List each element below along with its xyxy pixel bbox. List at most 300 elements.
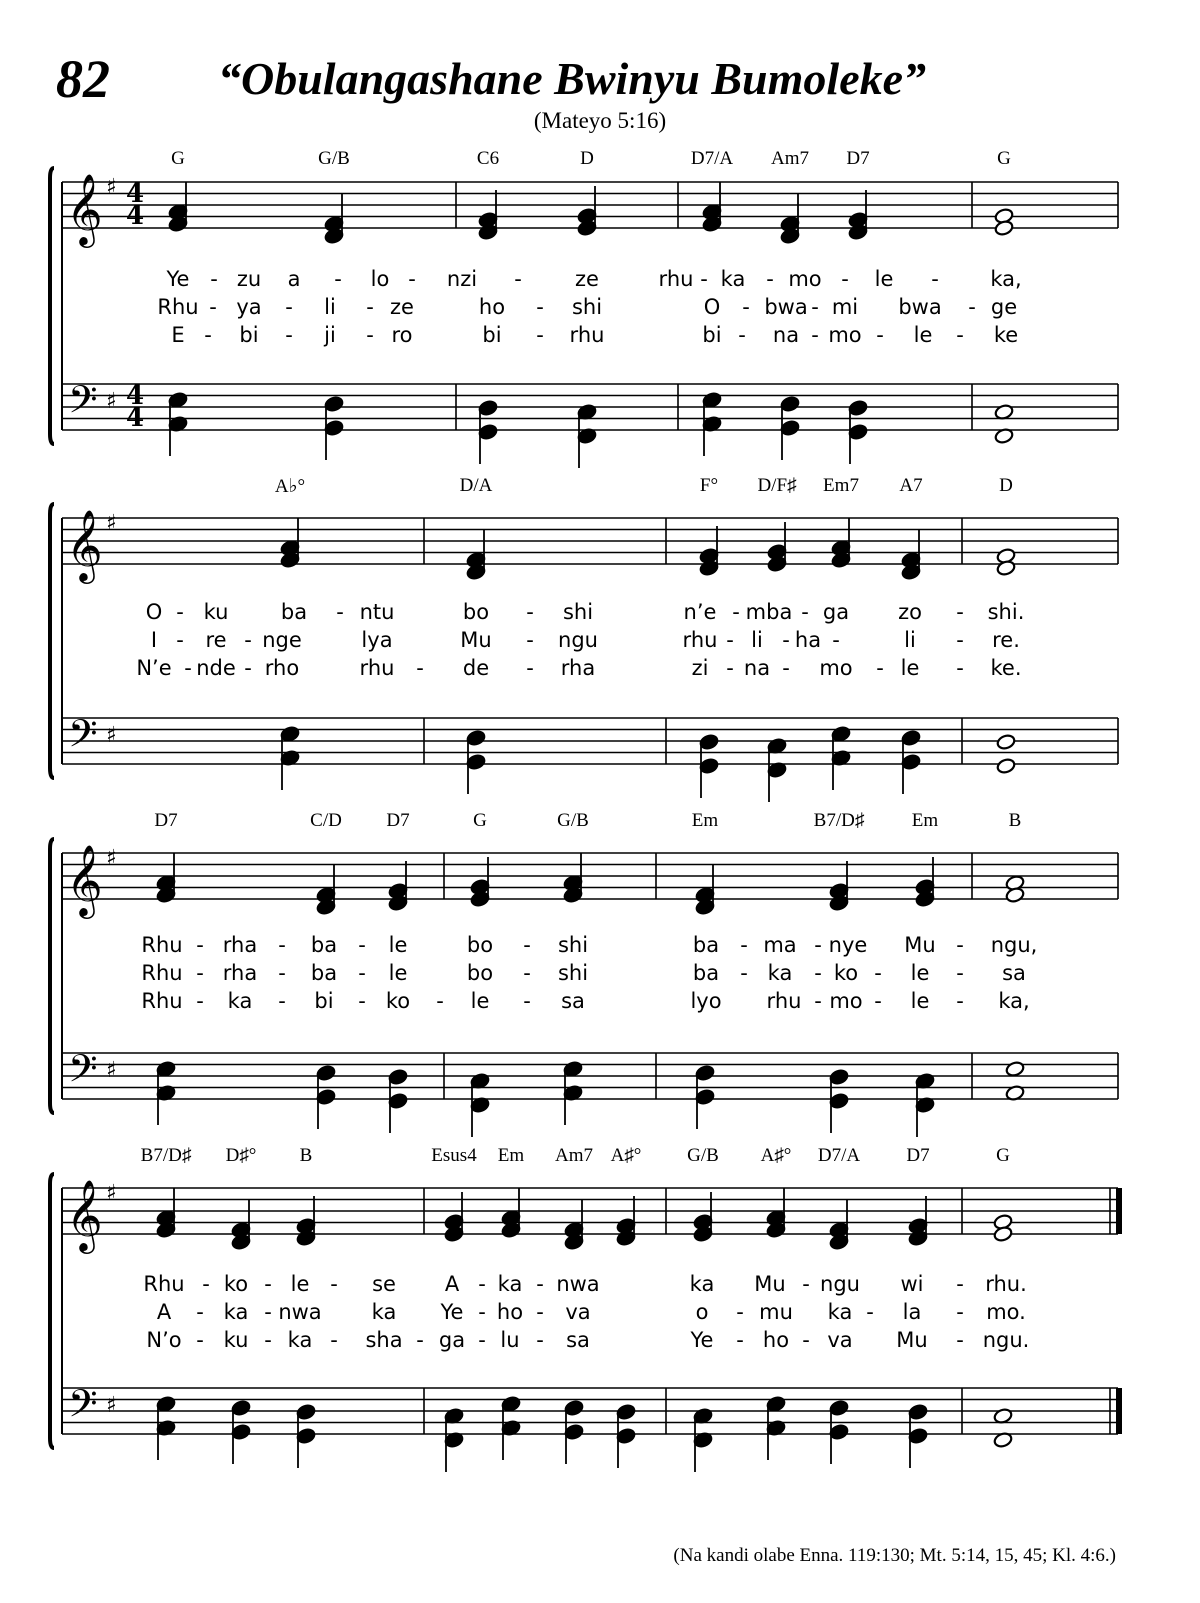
lyric-syllable: - <box>334 267 342 291</box>
chord-symbol: D7 <box>846 148 870 169</box>
lyric-syllable: - <box>956 323 964 347</box>
lyric-syllable: ho <box>478 295 506 319</box>
system-1-bass-note <box>780 395 800 412</box>
chord-symbol: D7/A <box>817 1145 861 1166</box>
system-4-treble-note <box>616 1229 636 1246</box>
system-2-bass-key-sharp: ♯ <box>106 723 117 748</box>
chord-symbol: Am7 <box>771 148 809 169</box>
lyric-syllable: - <box>811 295 819 319</box>
lyric-syllable: - <box>811 323 819 347</box>
system-2-treble-key-sharp: ♯ <box>106 511 117 536</box>
lyric-syllable: - <box>956 961 964 985</box>
lyric-syllable: - <box>523 933 531 957</box>
lyric-syllable: - <box>832 628 840 652</box>
lyric-syllable: - <box>196 933 204 957</box>
lyric-syllable: ge <box>990 295 1018 319</box>
lyric-syllable: - <box>802 1272 810 1296</box>
lyric-syllable: - <box>782 628 790 652</box>
system-2-bass-note <box>699 757 719 774</box>
lyric-syllable: - <box>536 295 544 319</box>
lyric-syllable: - <box>209 295 217 319</box>
lyric-syllable: - <box>184 656 192 680</box>
lyric-syllable: - <box>526 600 534 624</box>
lyric-syllable: - <box>956 933 964 957</box>
system-1-treble-note <box>168 215 188 232</box>
system-4-treble-note <box>501 1221 521 1238</box>
lyric-syllable: mo <box>828 323 862 347</box>
system-2-bass-clef: 𝄢 <box>68 711 98 765</box>
lyric-syllable: ka <box>720 267 746 291</box>
lyric-syllable: shi. <box>987 600 1025 624</box>
lyric-syllable: N’o <box>146 1328 182 1352</box>
chord-symbol: D7/A <box>690 148 734 169</box>
lyric-syllable: - <box>536 323 544 347</box>
lyric-syllable: - <box>801 600 809 624</box>
lyric-syllable: ma <box>763 933 797 957</box>
system-1-bass-note <box>324 419 344 436</box>
lyric-syllable: A <box>444 1272 460 1296</box>
chord-symbol: B7/D♯ <box>140 1145 192 1166</box>
lyric-syllable: na <box>743 656 771 680</box>
lyric-syllable: ba <box>280 600 308 624</box>
lyric-syllable: - <box>196 961 204 985</box>
chord-symbol: A7 <box>899 475 923 496</box>
system-4-bass-clef: 𝄢 <box>68 1381 98 1435</box>
lyric-syllable: - <box>202 1272 210 1296</box>
footnote: (Na kandi olabe Enna. 119:130; Mt. 5:14, 15, 45; Kl. 4:6.) <box>673 1545 1116 1566</box>
lyric-syllable: - <box>700 267 708 291</box>
system-2-bass-note <box>996 733 1016 750</box>
lyric-syllable: - <box>956 628 964 652</box>
system-3-bass-note <box>695 1064 715 1081</box>
lyric-syllable: ha <box>794 628 822 652</box>
lyric-syllable: - <box>523 989 531 1013</box>
lyric-syllable: - <box>874 961 882 985</box>
chord-symbol: B <box>1008 810 1022 831</box>
system-1-treble-note <box>577 219 597 236</box>
lyric-syllable: O <box>145 600 163 624</box>
system-2-treble-note <box>466 563 486 580</box>
lyric-syllable: mo. <box>986 1300 1026 1324</box>
system-1-bass-note <box>478 399 498 416</box>
lyric-syllable: rhu <box>359 656 395 680</box>
lyric-syllable: - <box>726 656 734 680</box>
system-1-bass-note <box>780 419 800 436</box>
system-3-bass-note <box>829 1092 849 1109</box>
lyric-syllable: lyo <box>690 989 722 1013</box>
lyric-syllable: - <box>436 989 444 1013</box>
lyric-syllable: rhu <box>658 267 694 291</box>
system-1-treble-note <box>702 215 722 232</box>
lyric-syllable: ga <box>822 600 850 624</box>
lyric-syllable: - <box>278 989 286 1013</box>
lyric-syllable: rho <box>264 656 300 680</box>
lyric-syllable: lya <box>361 628 393 652</box>
chord-symbol: B <box>299 1145 313 1166</box>
lyric-syllable: mo <box>829 989 863 1013</box>
lyric-syllable: - <box>176 628 184 652</box>
lyric-syllable: rha <box>222 961 258 985</box>
lyric-syllable: ka <box>223 1300 249 1324</box>
system-3-bass-note <box>156 1060 176 1077</box>
time-signature-treble: 4 <box>126 179 145 209</box>
system-3-bass-note <box>316 1064 336 1081</box>
chord-symbol: Esus4 <box>431 1145 477 1166</box>
lyric-syllable: ka, <box>998 989 1030 1013</box>
lyric-syllable: A <box>156 1300 172 1324</box>
lyric-syllable: bwa <box>764 295 808 319</box>
system-4-treble-note <box>693 1225 713 1242</box>
system-4-treble-note <box>908 1229 928 1246</box>
system-3-bass-note <box>1005 1060 1025 1077</box>
lyric-syllable: le <box>900 656 920 680</box>
lyric-syllable: - <box>956 1272 964 1296</box>
lyric-syllable: - <box>738 323 746 347</box>
lyric-syllable: mi <box>831 295 859 319</box>
lyric-syllable: ze <box>390 295 414 319</box>
system-3-treble-note <box>563 886 583 903</box>
lyric-syllable: ka <box>689 1272 715 1296</box>
lyric-syllable: nde <box>196 656 236 680</box>
system-4-treble-note <box>766 1221 786 1238</box>
chord-symbol: C/D <box>310 810 342 831</box>
lyric-syllable: N’e <box>136 656 172 680</box>
system-2-treble-clef: 𝄞 <box>66 508 103 581</box>
lyric-syllable: - <box>931 267 939 291</box>
lyric-syllable: ngu <box>558 628 598 652</box>
lyric-syllable: - <box>416 1328 424 1352</box>
lyric-syllable: re. <box>992 628 1020 652</box>
lyric-syllable: - <box>536 1328 544 1352</box>
time-signature-bass: 4 <box>126 403 145 433</box>
system-4-treble-note <box>993 1225 1013 1242</box>
lyric-syllable: - <box>536 1300 544 1324</box>
lyric-syllable: ba <box>310 933 338 957</box>
system-3-bass-note <box>388 1092 408 1109</box>
lyric-syllable: ho <box>496 1300 524 1324</box>
chord-symbol: D7 <box>154 810 178 831</box>
lyric-syllable: mba <box>745 600 793 624</box>
system-2-treble-note <box>699 559 719 576</box>
system-3-treble-note <box>915 890 935 907</box>
lyric-syllable: le <box>290 1272 310 1296</box>
lyric-syllable: ko <box>223 1272 249 1296</box>
lyric-syllable: ko <box>385 989 411 1013</box>
lyric-syllable: a <box>287 267 301 291</box>
lyric-syllable: rha <box>222 933 258 957</box>
lyric-syllable: nye <box>828 933 868 957</box>
lyric-syllable: - <box>478 1328 486 1352</box>
lyric-syllable: shi <box>562 600 594 624</box>
lyric-syllable: - <box>740 933 748 957</box>
lyric-syllable: nzi <box>446 267 478 291</box>
system-4-bass-note <box>829 1399 849 1416</box>
chord-symbol: Am7 <box>555 1145 593 1166</box>
lyric-syllable: Ye <box>440 1300 464 1324</box>
chord-symbol: Em <box>497 1145 525 1166</box>
system-2-treble-note <box>280 551 300 568</box>
system-2-bass-note <box>699 733 719 750</box>
system-1-treble-clef: 𝄞 <box>66 172 103 245</box>
lyric-syllable: - <box>330 1328 338 1352</box>
lyric-syllable: - <box>536 1272 544 1296</box>
chord-symbol: D♯° <box>225 1145 257 1166</box>
lyric-syllable: ko <box>833 961 859 985</box>
lyric-syllable: nwa <box>278 1300 322 1324</box>
lyric-syllable: sa <box>561 989 585 1013</box>
system-1-treble-note <box>324 227 344 244</box>
chord-symbol: G <box>473 810 487 831</box>
lyric-syllable: - <box>278 933 286 957</box>
lyric-syllable: - <box>802 1328 810 1352</box>
lyric-syllable: - <box>732 600 740 624</box>
lyric-syllable: ba <box>692 933 720 957</box>
lyric-syllable: - <box>956 1300 964 1324</box>
lyric-syllable: zo <box>898 600 922 624</box>
lyric-syllable: Rhu <box>157 295 199 319</box>
lyric-syllable: - <box>358 989 366 1013</box>
lyric-syllable: ho <box>762 1328 790 1352</box>
lyric-syllable: mo <box>819 656 853 680</box>
lyric-syllable: nge <box>262 628 302 652</box>
final-barline <box>1116 1388 1122 1434</box>
system-4-bass-key-sharp: ♯ <box>106 1393 117 1418</box>
lyric-syllable: Mu <box>754 1272 786 1296</box>
lyric-syllable: Ye <box>166 267 190 291</box>
lyric-syllable: mo <box>788 267 822 291</box>
system-2-bass-note <box>901 729 921 746</box>
system-4-bass-note <box>501 1395 521 1412</box>
lyric-syllable: - <box>330 1272 338 1296</box>
lyric-syllable: wi <box>900 1272 924 1296</box>
lyric-syllable: shi <box>557 961 589 985</box>
system-4-bass-note <box>616 1403 636 1420</box>
lyric-syllable: n’e <box>683 600 717 624</box>
lyric-syllable: bo <box>466 961 494 985</box>
chord-symbol: A♯° <box>610 1145 642 1166</box>
lyric-syllable: bi <box>482 323 502 347</box>
lyric-syllable: - <box>366 295 374 319</box>
lyric-syllable: la <box>902 1300 922 1324</box>
lyric-syllable: na <box>772 323 800 347</box>
lyric-syllable: - <box>736 1328 744 1352</box>
system-3-bass-key-sharp: ♯ <box>106 1058 117 1083</box>
lyric-syllable: - <box>956 989 964 1013</box>
lyric-syllable: - <box>366 323 374 347</box>
system-2-bass-note <box>831 725 851 742</box>
system-3-bass-note <box>563 1060 583 1077</box>
system-4-treble-key-sharp: ♯ <box>106 1181 117 1206</box>
lyric-syllable: - <box>264 1300 272 1324</box>
lyric-syllable: - <box>416 656 424 680</box>
system-4-bass-note <box>296 1427 316 1444</box>
lyric-syllable: ka <box>827 1300 853 1324</box>
lyric-syllable: - <box>726 628 734 652</box>
lyric-syllable: - <box>358 961 366 985</box>
chord-symbol: Em <box>911 810 939 831</box>
chord-symbol: C6 <box>476 148 500 169</box>
lyric-syllable: ka <box>497 1272 523 1296</box>
system-4-treble-note <box>564 1233 584 1250</box>
lyric-syllable: shi <box>571 295 603 319</box>
system-4-treble-note <box>829 1233 849 1250</box>
system-3-treble-note <box>470 890 490 907</box>
system-1-brace <box>50 168 54 444</box>
lyric-syllable: Mu <box>460 628 492 652</box>
lyric-syllable: ku <box>203 600 229 624</box>
system-3-treble-clef: 𝄞 <box>66 843 103 916</box>
lyric-syllable: zu <box>236 267 262 291</box>
system-4-bass-note <box>908 1427 928 1444</box>
lyric-syllable: le <box>913 323 933 347</box>
system-3-treble-note <box>695 898 715 915</box>
lyric-syllable: bo <box>466 933 494 957</box>
lyric-syllable: - <box>876 656 884 680</box>
lyric-syllable: - <box>866 1300 874 1324</box>
system-3-treble-note <box>156 886 176 903</box>
system-2-bass-note <box>466 729 486 746</box>
lyric-syllable: bi <box>314 989 334 1013</box>
lyric-syllable: - <box>740 961 748 985</box>
system-2-treble-note <box>996 559 1016 576</box>
lyric-syllable: - <box>841 267 849 291</box>
system-3-bass-clef: 𝄢 <box>68 1046 98 1100</box>
lyric-syllable: ngu <box>820 1272 860 1296</box>
lyric-syllable: ka <box>371 1300 397 1324</box>
system-2-treble-note <box>901 563 921 580</box>
lyric-syllable: rhu <box>682 628 718 652</box>
lyric-syllable: - <box>523 961 531 985</box>
lyric-syllable: - <box>358 933 366 957</box>
system-2-treble-note <box>831 551 851 568</box>
system-1-treble-key-sharp: ♯ <box>106 175 117 200</box>
lyric-syllable: mu <box>759 1300 793 1324</box>
lyric-syllable: bi <box>702 323 722 347</box>
lyric-syllable: Mu <box>904 933 936 957</box>
chord-symbol: G <box>996 1145 1010 1166</box>
system-4-bass-note <box>564 1399 584 1416</box>
system-1-bass-note <box>848 399 868 416</box>
lyric-syllable: ka, <box>990 267 1022 291</box>
system-2-brace <box>50 504 54 778</box>
lyric-syllable: ngu, <box>990 933 1038 957</box>
system-3-bass-note <box>829 1068 849 1085</box>
system-3-treble-key-sharp: ♯ <box>106 846 117 871</box>
chord-symbol: G/B <box>557 810 589 831</box>
lyric-syllable: ga <box>438 1328 466 1352</box>
lyric-syllable: - <box>478 1300 486 1324</box>
system-4-treble-note <box>231 1233 251 1250</box>
lyric-syllable: ji <box>324 323 336 347</box>
system-4-bass-note <box>231 1423 251 1440</box>
lyric-syllable: nwa <box>556 1272 600 1296</box>
lyric-syllable: ngu. <box>982 1328 1030 1352</box>
time-signature-bass: 4 <box>126 381 145 411</box>
lyric-syllable: I <box>150 628 158 652</box>
lyric-syllable: ku <box>223 1328 249 1352</box>
lyric-syllable: - <box>766 267 774 291</box>
lyric-syllable: - <box>176 600 184 624</box>
chord-symbol: G <box>171 148 185 169</box>
system-4-treble-note <box>296 1229 316 1246</box>
lyric-syllable: ntu <box>359 600 395 624</box>
lyric-syllable: sa <box>1002 961 1026 985</box>
lyric-syllable: rha <box>560 656 596 680</box>
lyric-syllable: - <box>514 267 522 291</box>
system-1-treble-note <box>994 219 1014 236</box>
lyric-syllable: ba <box>310 961 338 985</box>
system-4-bass-note <box>908 1403 928 1420</box>
lyric-syllable: re <box>205 628 227 652</box>
chord-symbol: F° <box>699 475 719 496</box>
lyric-syllable: ke. <box>990 656 1022 680</box>
lyric-syllable: - <box>244 656 252 680</box>
lyric-syllable: lo <box>370 267 390 291</box>
lyric-syllable: sa <box>566 1328 590 1352</box>
chord-symbol: D <box>999 475 1013 496</box>
lyric-syllable: le <box>910 961 930 985</box>
lyric-syllable: ka <box>287 1328 313 1352</box>
lyric-syllable: - <box>874 989 882 1013</box>
lyric-syllable: - <box>244 628 252 652</box>
lyric-syllable: - <box>526 656 534 680</box>
system-1-bass-key-sharp: ♯ <box>106 389 117 414</box>
chord-symbol: D7 <box>386 810 410 831</box>
system-4-bass-note <box>231 1399 251 1416</box>
lyric-syllable: - <box>526 628 534 652</box>
time-signature-treble: 4 <box>126 201 145 231</box>
lyric-syllable: li <box>324 295 336 319</box>
system-1-bass-clef: 𝄢 <box>68 377 98 431</box>
lyric-syllable: lu <box>500 1328 520 1352</box>
system-4-bass-note <box>829 1423 849 1440</box>
chord-symbol: Em <box>691 810 719 831</box>
lyric-syllable: zi <box>691 656 709 680</box>
system-2-bass-note <box>996 757 1016 774</box>
hymn-title: “Obulangashane Bwinyu Bumoleke” <box>218 53 927 104</box>
lyric-syllable: - <box>478 1272 486 1296</box>
system-4-bass-note <box>296 1403 316 1420</box>
system-4-treble-clef: 𝄞 <box>66 1178 103 1251</box>
system-4-bass-note <box>564 1423 584 1440</box>
system-1-treble-note <box>848 223 868 240</box>
lyric-syllable: - <box>742 295 750 319</box>
lyric-syllable: bwa <box>898 295 942 319</box>
lyric-syllable: - <box>196 1328 204 1352</box>
lyric-syllable: - <box>814 989 822 1013</box>
lyric-syllable: ke <box>993 323 1019 347</box>
chord-symbol: G/B <box>318 148 350 169</box>
lyric-syllable: Rhu <box>143 1272 185 1296</box>
lyric-syllable: ro <box>391 323 413 347</box>
chord-symbol: B7/D♯ <box>813 810 865 831</box>
lyric-syllable: va <box>565 1300 591 1324</box>
chord-symbol: A♭° <box>274 476 306 497</box>
lyric-syllable: ya <box>236 295 262 319</box>
lyric-syllable: - <box>814 961 822 985</box>
system-1-bass-note <box>168 391 188 408</box>
system-2-treble-note <box>767 555 787 572</box>
lyric-syllable: li <box>751 628 763 652</box>
system-1-treble-note <box>478 223 498 240</box>
scripture-reference: (Mateyo 5:16) <box>533 108 667 133</box>
lyric-syllable: Rhu <box>141 989 183 1013</box>
chord-symbol: G <box>997 148 1011 169</box>
lyric-syllable: - <box>736 1300 744 1324</box>
lyric-syllable: le <box>874 267 894 291</box>
lyric-syllable: bi <box>239 323 259 347</box>
lyric-syllable: - <box>285 323 293 347</box>
